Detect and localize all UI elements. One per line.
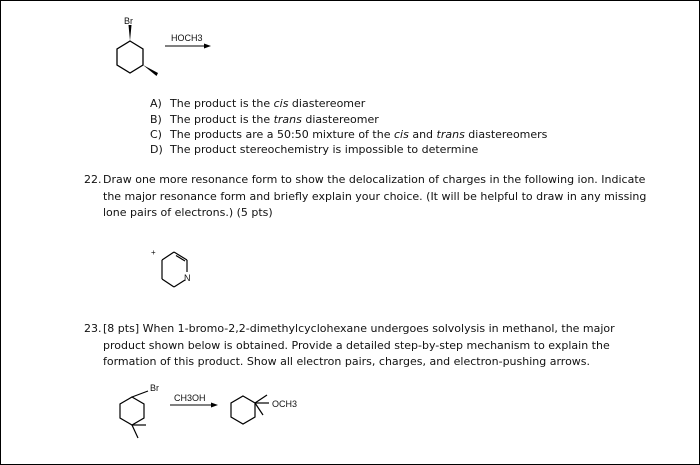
q22-ion-structure [150,240,210,300]
q22-text-line: Draw one more resonance form to show the delocalization of charges in the following ion. Indicate [103,173,646,186]
q23-product-label: OCH3 [272,399,298,409]
choice-d[interactable]: D) The product stereochemistry is impossible to determine [150,143,479,156]
question-22-number: 22. [84,173,102,186]
choice-b[interactable]: B) The product is the trans diastereomer [150,113,379,126]
q21-reagent-label: HOCH3 [171,33,203,43]
question-22 [84,172,647,224]
wedge-bond-br [129,25,132,41]
q22-positive-charge: + [151,248,156,257]
q23-reaction-arrow [168,401,220,409]
q21-br-label: Br [124,16,133,26]
q23-reactant-structure [100,385,165,440]
question-23-number: 23. [84,322,102,335]
q21-reaction-arrow [163,42,213,50]
choice-a[interactable]: A) The product is the cis diastereomer [150,97,366,110]
q22-nitrogen-label: N [184,273,191,283]
q23-product-structure [225,385,285,440]
question-23 [84,321,644,373]
q23-br-label: Br [150,383,159,393]
q21-reactant-structure [100,14,170,84]
wedge-bond-methyl [143,65,158,76]
q22-text-line: lone pairs of electrons.) (5 pts) [103,206,273,219]
q23-text-line: formation of this product. Show all electron pairs, charges, and electron-pushing arrows. [103,355,591,368]
q23-text-line: [8 pts] When 1-bromo-2,2-dimethylcyclohexane undergoes solvolysis in methanol, the major [103,322,615,335]
q22-text-line: the major resonance form and briefly explain your choice. (It will be helpful to draw in any missing [103,189,647,203]
q23-reagent-label: CH3OH [174,393,206,403]
q23-text-line: product shown below is obtained. Provide a detailed step-by-step mechanism to explain the [103,338,610,352]
choice-c[interactable]: C) The products are a 50:50 mixture of the cis and trans diastereomers [150,128,548,141]
